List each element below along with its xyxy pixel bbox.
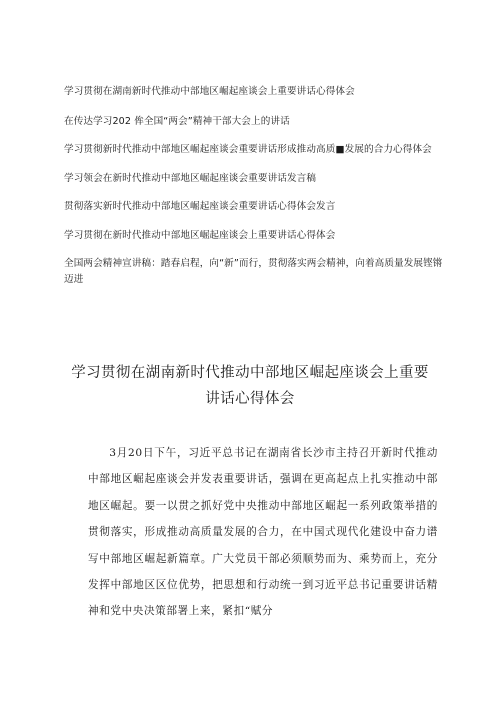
toc-item[interactable]: 贯彻落实新时代推动中部地区崛起座谈会重要讲话心得体会发言 <box>64 201 336 212</box>
toc-item[interactable]: 学习领会在新时代推动中部地区崛起座谈会重要讲话发言稿 <box>64 172 317 184</box>
toc-item[interactable]: 学习贯彻在湖南新时代推动中部地区崛起座谈会上重要讲话心得体会 <box>64 86 355 97</box>
toc-item[interactable]: 学习贯彻新时代推动中部地区崛起座谈会重要讲话形成推动高质■发展的合力心得体会 <box>64 144 432 155</box>
toc-item[interactable]: 在传达学习202 侔全国“两会”精神干部大会上的讲话 <box>64 115 290 127</box>
document-title-line2: 讲话心得体会 <box>205 391 295 407</box>
toc-item[interactable]: 学习贯彻在新时代推动中部地区崛起座谈会上重要讲话心得体会 <box>64 229 336 241</box>
document-title <box>40 360 460 412</box>
body-paragraph: 3月20日下午，习近平总书记在湖南省长沙市主持召开新时代推动中部地区崛起座谈会并发表重要讲话，强调在更高起点上扎实推动中部地区崛起。要一以贯之抓好党中央推动中部地区崛起一系列政策举措的贯彻落实，形成推动高质量发展的合力，在中国式现代化建设中奋力谱写中部地区崛起新篇章。广大党员干部必须顺势而为、乘势而上，充分发挥中部地区区位优势，把思想和行动统一到习近平总书记重要讲话精神和党中央决策部署上来，紧扣“赋分 <box>88 447 438 618</box>
toc-item[interactable]: 全国两会精神宣讲稿：踏春启程，向“新”而行，贯彻落实两会精神，向着高质量发展铿锵迈进 <box>64 258 443 285</box>
document-title-line1: 学习贯彻在湖南新时代推动中部地区崛起座谈会上重要 <box>71 365 429 381</box>
table-of-contents <box>64 84 444 300</box>
